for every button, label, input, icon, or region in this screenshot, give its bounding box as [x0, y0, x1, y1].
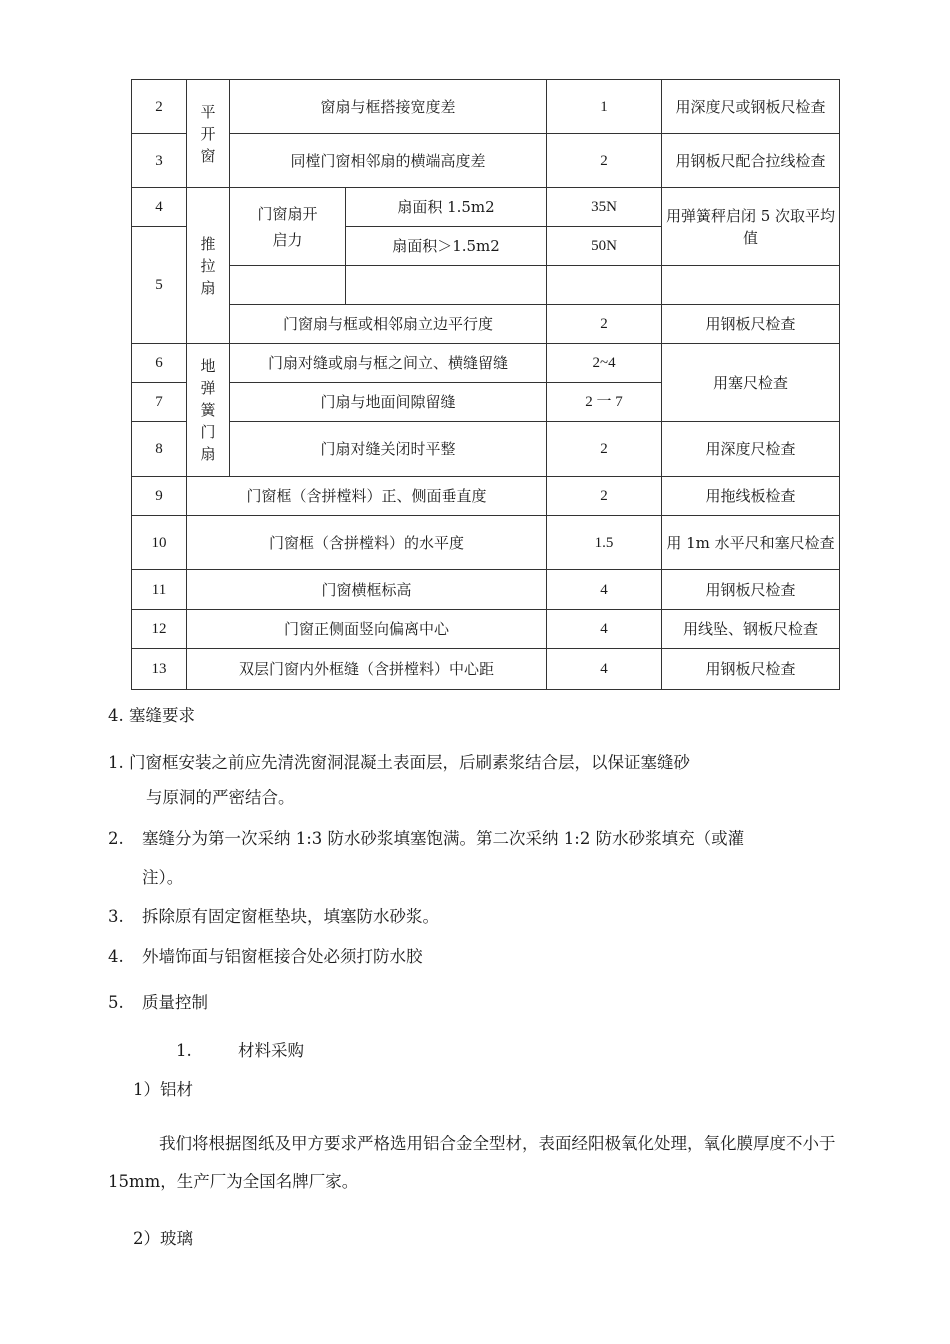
- row-number: 10: [132, 516, 187, 570]
- table-row: [132, 188, 840, 227]
- check-method: 用钢板尺配合拉线检查: [662, 134, 840, 188]
- check-item: 窗扇与框搭接宽度差: [230, 80, 547, 134]
- list-number: 5.: [108, 993, 124, 1012]
- check-method: 用深度尺检查: [662, 422, 840, 477]
- group-label-text: 地弹簧门扇: [200, 357, 216, 463]
- group-label-text: 平开窗: [200, 102, 216, 165]
- check-item: 门窗扇与框或相邻扇立边平行度: [230, 305, 547, 344]
- table-row: [132, 477, 840, 516]
- group-label: [187, 188, 230, 344]
- section-heading-quality: 质量控制: [142, 993, 208, 1012]
- table-row: [132, 422, 840, 477]
- check-item: 同樘门窗相邻扇的横端高度差: [230, 134, 547, 188]
- item-heading-aluminum: 1）铝材: [133, 1080, 193, 1099]
- row-number: 9: [132, 477, 187, 516]
- row-number: 7: [132, 383, 187, 422]
- group-label: [187, 344, 230, 477]
- row-number: 5: [132, 227, 187, 344]
- check-method: 用弹簧秤启闭 5 次取平均值: [662, 188, 840, 266]
- empty-cell: [346, 266, 547, 305]
- tolerance-value: 2: [547, 134, 662, 188]
- paragraph-aluminum: 我们将根据图纸及甲方要求严格选用铝合金全型材，表面经阳极氧化处理，氧化膜厚度不小于 15mm，生产厂为全国名牌厂家。: [108, 1134, 836, 1191]
- check-method: 用钢板尺检查: [662, 305, 840, 344]
- tolerance-value: 4: [547, 610, 662, 649]
- list-number: 1.: [176, 1041, 192, 1060]
- tolerance-value: 4: [547, 649, 662, 690]
- quality-tolerance-table: [131, 79, 840, 690]
- paragraph-line: 外墙饰面与铝窗框接合处必须打防水胶: [142, 947, 423, 966]
- table-row: [132, 266, 840, 305]
- row-number: 4: [132, 188, 187, 227]
- check-method: 用线坠、钢板尺检查: [662, 610, 840, 649]
- tolerance-value: 2 一 7: [547, 383, 662, 422]
- row-number: 2: [132, 80, 187, 134]
- check-item: 门扇与地面间隙留缝: [230, 383, 547, 422]
- group-label-text: 推拉扇: [200, 234, 216, 297]
- check-item: 门窗正侧面竖向偏离中心: [187, 610, 547, 649]
- table-row: [132, 80, 840, 134]
- check-item: 双层门窗内外框缝（含拼樘料）中心距: [187, 649, 547, 690]
- tolerance-value: 2: [547, 305, 662, 344]
- section-heading-caulking: 4. 塞缝要求: [108, 706, 195, 725]
- check-detail: 扇面积 1.5m2: [346, 188, 547, 227]
- paragraph-line: 1. 门窗框安装之前应先清洗窗洞混凝土表面层，后刷素浆结合层，以保证塞缝砂: [108, 753, 690, 772]
- group-label: [187, 80, 230, 188]
- tolerance-value: 1: [547, 80, 662, 134]
- check-method: 用 1m 水平尺和塞尺检查: [662, 516, 840, 570]
- check-item: 门窗框（含拼樘料）的水平度: [187, 516, 547, 570]
- empty-cell: [230, 266, 346, 305]
- paragraph-line: 与原洞的严密结合。: [146, 788, 295, 807]
- tolerance-value: 4: [547, 570, 662, 610]
- list-number: 2.: [108, 829, 124, 848]
- check-method: 用塞尺检查: [662, 344, 840, 422]
- tolerance-value: 1.5: [547, 516, 662, 570]
- row-number: 11: [132, 570, 187, 610]
- table-row: [132, 516, 840, 570]
- subsection-heading: 材料采购: [238, 1041, 304, 1060]
- list-number: 4.: [108, 947, 124, 966]
- row-number: 13: [132, 649, 187, 690]
- check-method: 用拖线板检查: [662, 477, 840, 516]
- check-item: 门扇对缝或扇与框之间立、横缝留缝: [230, 344, 547, 383]
- check-method: 用钢板尺检查: [662, 570, 840, 610]
- row-number: 6: [132, 344, 187, 383]
- tolerance-value: 2: [547, 477, 662, 516]
- paragraph-line: 拆除原有固定窗框垫块，填塞防水砂浆。: [142, 907, 439, 926]
- list-number: 3.: [108, 907, 124, 926]
- tolerance-value: 2~4: [547, 344, 662, 383]
- tolerance-value: 35N: [547, 188, 662, 227]
- tolerance-value: 2: [547, 422, 662, 477]
- table-row: [132, 570, 840, 610]
- paragraph-line: 塞缝分为第一次采纳 1:3 防水砂浆填塞饱满。第二次采纳 1:2 防水砂浆填充（或灌: [142, 829, 745, 848]
- check-method: 用深度尺或钢板尺检查: [662, 80, 840, 134]
- check-item: 门窗框（含拼樘料）正、侧面垂直度: [187, 477, 547, 516]
- row-number: 8: [132, 422, 187, 477]
- table-row: [132, 134, 840, 188]
- row-number: 12: [132, 610, 187, 649]
- empty-cell: [547, 266, 662, 305]
- paragraph-line: 注）。: [142, 868, 184, 887]
- check-item: 门扇对缝关闭时平整: [230, 422, 547, 477]
- sub-item-text: 门窗扇开启力: [257, 204, 318, 249]
- check-method: 用钢板尺检查: [662, 649, 840, 690]
- tolerance-value: 50N: [547, 227, 662, 266]
- table-row: [132, 344, 840, 383]
- row-number: 3: [132, 134, 187, 188]
- check-detail: 扇面积＞1.5m2: [346, 227, 547, 266]
- sub-item: [230, 188, 346, 266]
- table-row: [132, 649, 840, 690]
- check-item: 门窗横框标高: [187, 570, 547, 610]
- item-heading-glass: 2）玻璃: [133, 1229, 193, 1248]
- table-row: [132, 305, 840, 344]
- table-row: [132, 610, 840, 649]
- empty-cell: [662, 266, 840, 305]
